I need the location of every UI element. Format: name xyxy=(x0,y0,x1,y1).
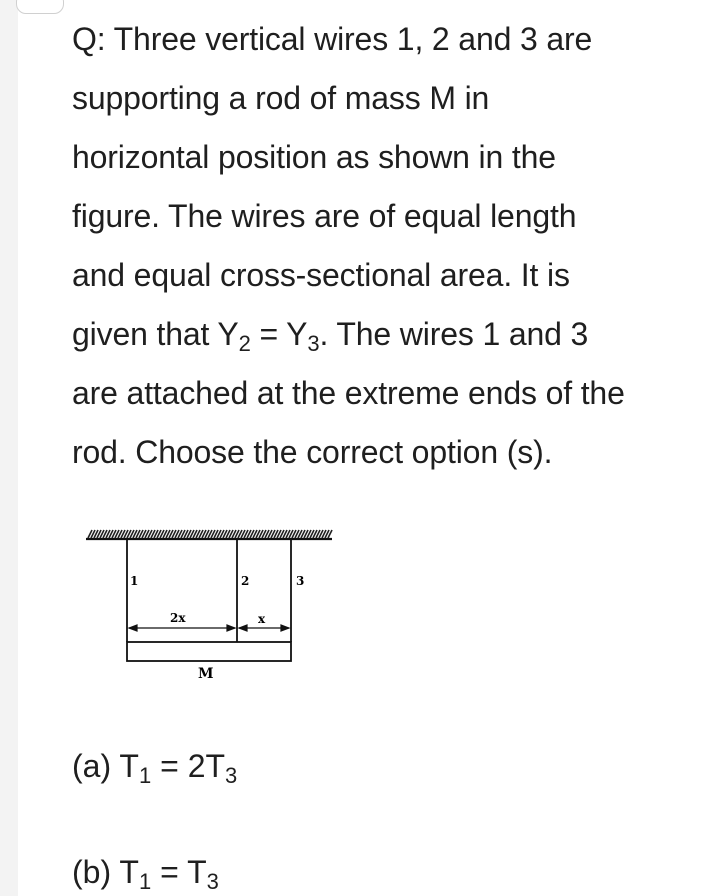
option-b[interactable]: (b) $T_1 = T_3$ xyxy=(72,854,219,894)
wire-2-label: 2 xyxy=(241,574,250,588)
dimension-2x xyxy=(129,625,235,631)
option-a-sub-3: 3 xyxy=(225,763,238,788)
dimension-x-label: x xyxy=(258,612,266,626)
option-a-sub-1: 1 xyxy=(138,763,152,788)
rod xyxy=(127,642,291,661)
question-text xyxy=(72,10,692,482)
subscript-2: 2 xyxy=(238,331,251,356)
subscript-3: 3 xyxy=(307,331,320,356)
wire-rod-diagram xyxy=(82,522,342,692)
option-b-sub-3: 3 xyxy=(206,869,219,894)
wire-1-label: 1 xyxy=(130,574,139,588)
question-line-1: Q: Three vertical wires 1, 2 and 3 are xyxy=(72,21,593,57)
question-line-8: rod. Choose the correct option (s). xyxy=(72,434,553,470)
question-line-5: and equal cross-sectional area. It is xyxy=(72,257,570,293)
option-b-sub-1: 1 xyxy=(138,869,152,894)
ceiling-support xyxy=(86,530,332,539)
question-line-6: given that $Y_2 = Y_3$. The wires 1 and 3 xyxy=(72,316,589,356)
question-line-3: horizontal position as shown in the xyxy=(72,139,556,175)
mass-label: M xyxy=(198,666,214,682)
card-corner-tab xyxy=(16,0,64,14)
option-a[interactable]: (a) $T_1 = 2T_3$ xyxy=(72,748,238,788)
dimension-2x-label: 2x xyxy=(170,611,186,625)
question-line-4: figure. The wires are of equal length xyxy=(72,198,577,234)
wire-3-label: 3 xyxy=(296,574,305,588)
question-card xyxy=(18,0,705,896)
question-line-2: supporting a rod of mass M in xyxy=(72,80,490,116)
question-line-7: are attached at the extreme ends of the xyxy=(72,375,625,411)
